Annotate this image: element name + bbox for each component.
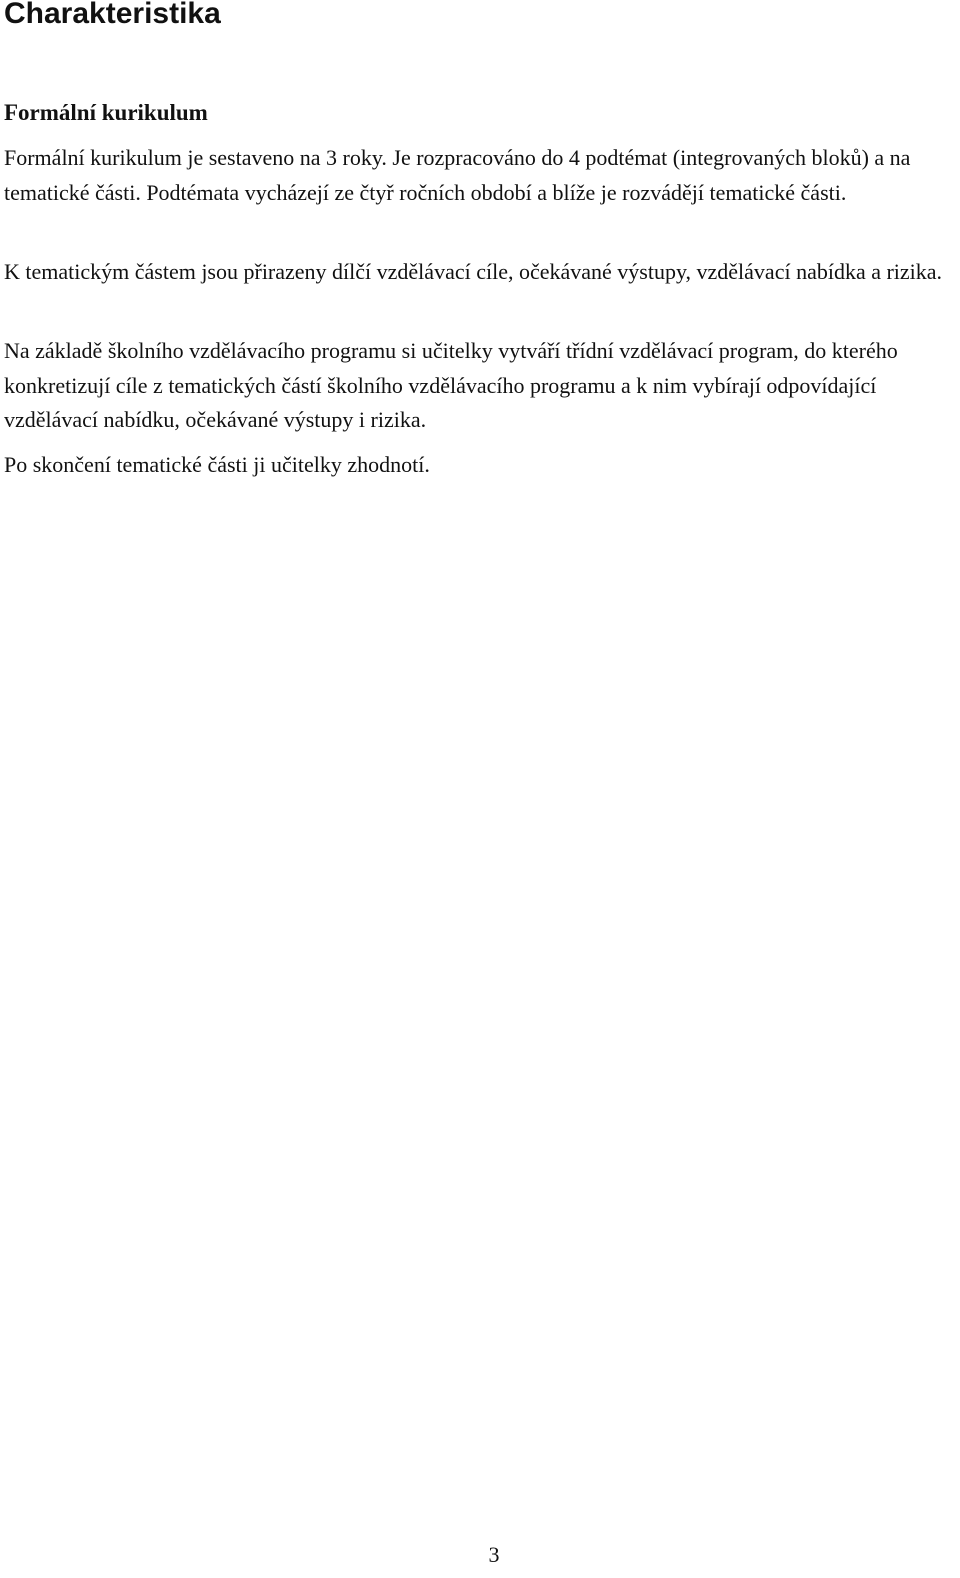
paragraph-curriculum-structure: Formální kurikulum je sestaveno na 3 roky. Je rozpracováno do 4 podtémat (integrovaných bloků) a na tematické části. Podtémata vycházejí ze čtyř ročních období a blíže je rozvádějí tematické části. <box>4 145 911 205</box>
page-title: Charakteristika <box>4 0 221 30</box>
paragraph-evaluation: Po skončení tematické části ji učitelky zhodnotí. <box>4 452 430 477</box>
paragraph-class-program: Na základě školního vzdělávacího programu si učitelky vytváří třídní vzdělávací program, do kterého konkretizují cíle z tematických částí školního vzdělávacího programu a k nim vybírají odpovídající vzdělávací nabídku, očekávané výstupy i rizika. <box>4 338 898 432</box>
page-number: 3 <box>488 1542 500 1567</box>
paragraph-assigned-goals: K tematickým částem jsou přirazeny dílčí vzdělávací cíle, očekávané výstupy, vzdělávací nabídka a rizika. <box>4 259 943 284</box>
section-heading: Formální kurikulum <box>4 100 208 125</box>
